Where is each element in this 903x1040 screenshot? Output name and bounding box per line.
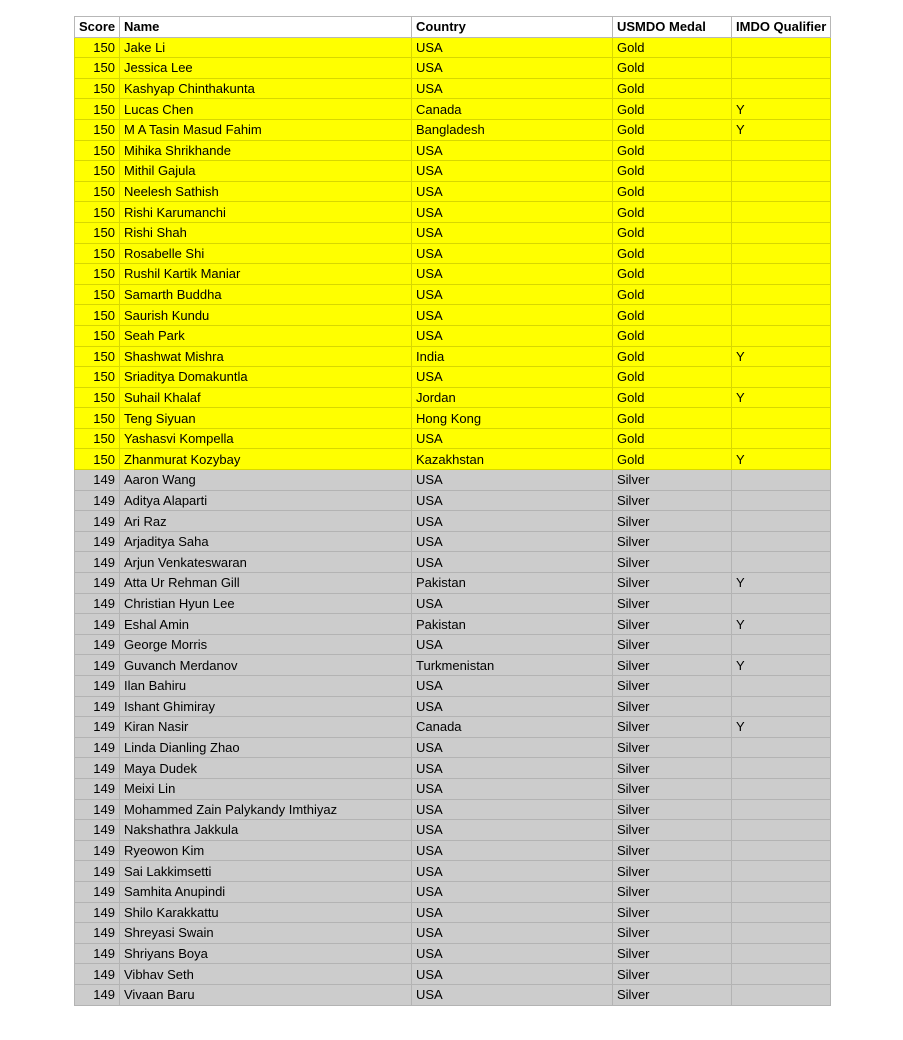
score-cell: 149 [75,758,120,779]
imdo-qualifier-cell [732,78,831,99]
country-cell: USA [412,367,613,388]
name-cell: M A Tasin Masud Fahim [120,119,412,140]
table-row [75,325,831,346]
score-cell: 150 [75,325,120,346]
medal-cell: Gold [613,284,732,305]
imdo-qualifier-cell: Y [732,119,831,140]
name-cell: Teng Siyuan [120,408,412,429]
column-header-country: Country [412,17,613,38]
table-row [75,820,831,841]
imdo-qualifier-cell [732,511,831,532]
score-cell: 149 [75,881,120,902]
medal-cell: Silver [613,717,732,738]
name-cell: Sai Lakkimsetti [120,861,412,882]
score-cell: 150 [75,305,120,326]
country-cell: USA [412,778,613,799]
imdo-qualifier-cell [732,325,831,346]
medal-cell: Silver [613,984,732,1005]
table-row [75,840,831,861]
score-cell: 149 [75,655,120,676]
country-cell: Hong Kong [412,408,613,429]
country-cell: USA [412,696,613,717]
country-cell: USA [412,943,613,964]
country-cell: USA [412,37,613,58]
score-cell: 149 [75,717,120,738]
country-cell: USA [412,676,613,697]
country-cell: USA [412,737,613,758]
column-header-medal: USMDO Medal [613,17,732,38]
score-cell: 150 [75,222,120,243]
imdo-qualifier-cell [732,964,831,985]
imdo-qualifier-cell [732,737,831,758]
table-row [75,696,831,717]
name-cell: Shilo Karakkattu [120,902,412,923]
country-cell: USA [412,840,613,861]
medal-cell: Gold [613,181,732,202]
country-cell: USA [412,284,613,305]
score-cell: 150 [75,181,120,202]
table-row [75,222,831,243]
table-row [75,305,831,326]
name-cell: Jake Li [120,37,412,58]
medal-cell: Silver [613,902,732,923]
medal-cell: Gold [613,119,732,140]
score-cell: 149 [75,923,120,944]
table-row [75,552,831,573]
table-row [75,470,831,491]
table-row [75,511,831,532]
country-cell: USA [412,243,613,264]
column-header-name: Name [120,17,412,38]
imdo-qualifier-cell [732,428,831,449]
medal-cell: Silver [613,923,732,944]
imdo-qualifier-cell [732,552,831,573]
table-body [75,37,831,1005]
imdo-qualifier-cell: Y [732,573,831,594]
imdo-qualifier-cell [732,58,831,79]
imdo-qualifier-cell [732,367,831,388]
imdo-qualifier-cell [732,593,831,614]
imdo-qualifier-cell [732,140,831,161]
medal-cell: Silver [613,511,732,532]
name-cell: Vibhav Seth [120,964,412,985]
country-cell: USA [412,140,613,161]
score-cell: 149 [75,943,120,964]
score-cell: 149 [75,964,120,985]
name-cell: Mohammed Zain Palykandy Imthiyaz [120,799,412,820]
name-cell: Sriaditya Domakuntla [120,367,412,388]
country-cell: USA [412,861,613,882]
medal-cell: Gold [613,367,732,388]
score-cell: 150 [75,99,120,120]
score-cell: 150 [75,58,120,79]
country-cell: USA [412,58,613,79]
imdo-qualifier-cell [732,881,831,902]
name-cell: Atta Ur Rehman Gill [120,573,412,594]
imdo-qualifier-cell [732,634,831,655]
table-row [75,531,831,552]
score-cell: 149 [75,902,120,923]
medal-cell: Gold [613,99,732,120]
table-row [75,346,831,367]
country-cell: USA [412,161,613,182]
medal-cell: Silver [613,614,732,635]
score-cell: 149 [75,820,120,841]
country-cell: USA [412,325,613,346]
table-row [75,758,831,779]
score-cell: 150 [75,140,120,161]
name-cell: Shriyans Boya [120,943,412,964]
medal-cell: Silver [613,881,732,902]
name-cell: Suhail Khalaf [120,387,412,408]
name-cell: Aditya Alaparti [120,490,412,511]
table-row [75,984,831,1005]
country-cell: USA [412,758,613,779]
score-cell: 150 [75,78,120,99]
table-row [75,737,831,758]
country-cell: USA [412,428,613,449]
medal-cell: Silver [613,943,732,964]
table-row [75,655,831,676]
score-cell: 149 [75,614,120,635]
name-cell: Ilan Bahiru [120,676,412,697]
imdo-qualifier-cell [732,305,831,326]
score-cell: 150 [75,243,120,264]
score-cell: 150 [75,37,120,58]
imdo-qualifier-cell [732,676,831,697]
imdo-qualifier-cell [732,696,831,717]
name-cell: Maya Dudek [120,758,412,779]
table-row [75,284,831,305]
imdo-qualifier-cell [732,243,831,264]
imdo-qualifier-cell [732,902,831,923]
medal-cell: Silver [613,552,732,573]
table-row [75,593,831,614]
country-cell: USA [412,923,613,944]
imdo-qualifier-cell [732,758,831,779]
imdo-qualifier-cell [732,778,831,799]
name-cell: Seah Park [120,325,412,346]
imdo-qualifier-cell [732,943,831,964]
table-row [75,161,831,182]
imdo-qualifier-cell [732,490,831,511]
medal-cell: Gold [613,428,732,449]
table-row [75,181,831,202]
medal-cell: Silver [613,737,732,758]
medal-cell: Gold [613,305,732,326]
medal-cell: Silver [613,531,732,552]
country-cell: USA [412,490,613,511]
score-cell: 150 [75,264,120,285]
country-cell: USA [412,470,613,491]
country-cell: India [412,346,613,367]
table-row [75,861,831,882]
table-row [75,614,831,635]
imdo-qualifier-cell [732,923,831,944]
country-cell: USA [412,78,613,99]
medal-cell: Gold [613,346,732,367]
table-row [75,140,831,161]
name-cell: Rishi Shah [120,222,412,243]
medal-cell: Gold [613,408,732,429]
imdo-qualifier-cell [732,840,831,861]
table-row [75,99,831,120]
table-row [75,202,831,223]
imdo-qualifier-cell [732,470,831,491]
name-cell: Shashwat Mishra [120,346,412,367]
name-cell: Samarth Buddha [120,284,412,305]
imdo-qualifier-cell [732,222,831,243]
name-cell: Linda Dianling Zhao [120,737,412,758]
medal-cell: Silver [613,676,732,697]
medal-cell: Silver [613,470,732,491]
table-row [75,119,831,140]
name-cell: Aaron Wang [120,470,412,491]
imdo-qualifier-cell [732,202,831,223]
score-cell: 149 [75,861,120,882]
table-row [75,243,831,264]
name-cell: Yashasvi Kompella [120,428,412,449]
score-cell: 150 [75,161,120,182]
score-cell: 149 [75,676,120,697]
table-row [75,881,831,902]
name-cell: Kiran Nasir [120,717,412,738]
medal-cell: Silver [613,840,732,861]
imdo-qualifier-cell [732,984,831,1005]
score-cell: 150 [75,119,120,140]
table-row [75,367,831,388]
score-cell: 150 [75,284,120,305]
table-row [75,943,831,964]
name-cell: Meixi Lin [120,778,412,799]
country-cell: USA [412,881,613,902]
country-cell: USA [412,634,613,655]
header-row [75,17,831,38]
imdo-qualifier-cell: Y [732,346,831,367]
country-cell: USA [412,202,613,223]
medal-cell: Gold [613,264,732,285]
country-cell: Pakistan [412,573,613,594]
score-cell: 149 [75,984,120,1005]
country-cell: Kazakhstan [412,449,613,470]
score-cell: 149 [75,470,120,491]
score-cell: 149 [75,573,120,594]
score-cell: 150 [75,387,120,408]
table-row [75,78,831,99]
name-cell: Eshal Amin [120,614,412,635]
medal-cell: Silver [613,573,732,594]
imdo-qualifier-cell [732,161,831,182]
name-cell: Kashyap Chinthakunta [120,78,412,99]
imdo-qualifier-cell [732,820,831,841]
imdo-qualifier-cell: Y [732,387,831,408]
name-cell: Neelesh Sathish [120,181,412,202]
score-cell: 150 [75,346,120,367]
medal-cell: Silver [613,593,732,614]
score-cell: 149 [75,778,120,799]
medal-cell: Silver [613,861,732,882]
table-row [75,902,831,923]
imdo-qualifier-cell: Y [732,655,831,676]
name-cell: Ishant Ghimiray [120,696,412,717]
country-cell: USA [412,799,613,820]
imdo-qualifier-cell [732,408,831,429]
imdo-qualifier-cell [732,861,831,882]
medal-cell: Gold [613,37,732,58]
medal-cell: Gold [613,78,732,99]
name-cell: Mihika Shrikhande [120,140,412,161]
medal-cell: Silver [613,696,732,717]
medal-cell: Silver [613,758,732,779]
table-row [75,408,831,429]
medal-cell: Silver [613,820,732,841]
medal-cell: Gold [613,58,732,79]
score-cell: 149 [75,593,120,614]
name-cell: Samhita Anupindi [120,881,412,902]
medal-cell: Silver [613,799,732,820]
imdo-qualifier-cell: Y [732,614,831,635]
medal-cell: Gold [613,387,732,408]
table-row [75,490,831,511]
country-cell: Jordan [412,387,613,408]
score-cell: 150 [75,202,120,223]
table-row [75,449,831,470]
country-cell: USA [412,511,613,532]
name-cell: Ari Raz [120,511,412,532]
table-row [75,387,831,408]
name-cell: Rushil Kartik Maniar [120,264,412,285]
country-cell: USA [412,964,613,985]
table-row [75,676,831,697]
name-cell: Mithil Gajula [120,161,412,182]
name-cell: Nakshathra Jakkula [120,820,412,841]
medal-cell: Silver [613,964,732,985]
score-cell: 149 [75,531,120,552]
score-cell: 149 [75,634,120,655]
score-cell: 149 [75,840,120,861]
medal-cell: Gold [613,243,732,264]
country-cell: USA [412,820,613,841]
column-header-score: Score [75,17,120,38]
score-cell: 150 [75,449,120,470]
name-cell: Saurish Kundu [120,305,412,326]
table-row [75,428,831,449]
name-cell: Zhanmurat Kozybay [120,449,412,470]
medal-cell: Gold [613,140,732,161]
name-cell: Lucas Chen [120,99,412,120]
imdo-qualifier-cell: Y [732,717,831,738]
medal-cell: Gold [613,325,732,346]
medal-cell: Silver [613,634,732,655]
imdo-qualifier-cell [732,181,831,202]
country-cell: USA [412,264,613,285]
table-row [75,717,831,738]
table-row [75,58,831,79]
score-cell: 149 [75,799,120,820]
name-cell: Shreyasi Swain [120,923,412,944]
medal-cell: Gold [613,202,732,223]
name-cell: Ryeowon Kim [120,840,412,861]
table-row [75,37,831,58]
score-cell: 149 [75,511,120,532]
name-cell: George Morris [120,634,412,655]
score-cell: 150 [75,367,120,388]
name-cell: Jessica Lee [120,58,412,79]
country-cell: Canada [412,99,613,120]
name-cell: Arjaditya Saha [120,531,412,552]
score-cell: 150 [75,408,120,429]
medal-cell: Gold [613,161,732,182]
table-row [75,634,831,655]
table-row [75,264,831,285]
country-cell: USA [412,531,613,552]
country-cell: USA [412,305,613,326]
medal-cell: Silver [613,655,732,676]
score-cell: 149 [75,552,120,573]
table-row [75,778,831,799]
score-cell: 150 [75,428,120,449]
name-cell: Vivaan Baru [120,984,412,1005]
country-cell: Bangladesh [412,119,613,140]
imdo-qualifier-cell: Y [732,449,831,470]
country-cell: USA [412,181,613,202]
medal-cell: Gold [613,449,732,470]
country-cell: USA [412,902,613,923]
country-cell: USA [412,984,613,1005]
name-cell: Arjun Venkateswaran [120,552,412,573]
score-cell: 149 [75,737,120,758]
imdo-qualifier-cell [732,284,831,305]
name-cell: Rishi Karumanchi [120,202,412,223]
imdo-qualifier-cell [732,799,831,820]
country-cell: USA [412,552,613,573]
name-cell: Rosabelle Shi [120,243,412,264]
results-table [74,16,831,1006]
table-row [75,799,831,820]
country-cell: USA [412,593,613,614]
column-header-imdo: IMDO Qualifier [732,17,831,38]
medal-cell: Silver [613,490,732,511]
medal-cell: Gold [613,222,732,243]
table-row [75,573,831,594]
name-cell: Christian Hyun Lee [120,593,412,614]
country-cell: Turkmenistan [412,655,613,676]
imdo-qualifier-cell [732,264,831,285]
imdo-qualifier-cell: Y [732,99,831,120]
score-cell: 149 [75,696,120,717]
country-cell: USA [412,222,613,243]
medal-cell: Silver [613,778,732,799]
imdo-qualifier-cell [732,37,831,58]
table-row [75,964,831,985]
imdo-qualifier-cell [732,531,831,552]
name-cell: Guvanch Merdanov [120,655,412,676]
country-cell: Canada [412,717,613,738]
table-row [75,923,831,944]
score-cell: 149 [75,490,120,511]
country-cell: Pakistan [412,614,613,635]
